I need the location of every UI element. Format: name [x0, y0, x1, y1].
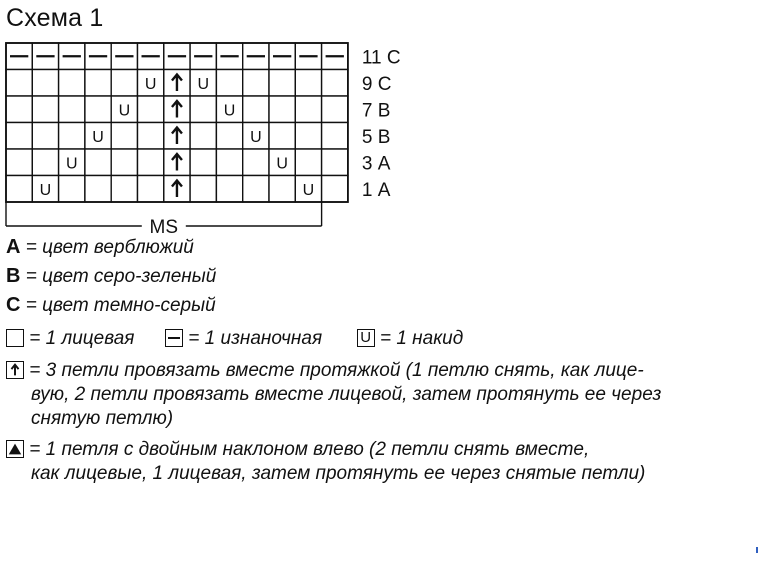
- chart-cell: [295, 96, 321, 123]
- repeat-label: MS: [149, 217, 179, 238]
- chart-cell: [190, 96, 216, 123]
- chart-cell: [138, 149, 164, 176]
- chart-cell: [111, 149, 137, 176]
- chart-cell: [295, 123, 321, 150]
- chart-cell: [85, 176, 111, 203]
- yarn-over-symbol-icon: U: [357, 329, 375, 347]
- dec2-line-1: = 1 петля с двойным наклоном влево (2 петли снять вместе,: [29, 439, 590, 460]
- chart-cell: [6, 176, 32, 203]
- chart-cell: [322, 176, 348, 203]
- chart-cell: [269, 96, 295, 123]
- chart-cell: [111, 123, 137, 150]
- decorative-mark: [756, 547, 758, 553]
- chart-cell: [322, 70, 348, 97]
- chart-cell: [111, 70, 137, 97]
- yarn-over-symbol: U: [65, 155, 78, 173]
- chart-cell: [59, 123, 85, 150]
- knit-symbol-icon: [6, 329, 24, 347]
- yarn-over-text: = 1 накид: [379, 328, 464, 349]
- chart-cell: [6, 123, 32, 150]
- purl-text: = 1 изнаночная: [188, 328, 323, 349]
- chart-cell: [111, 176, 137, 203]
- chart-cell: [138, 176, 164, 203]
- yarn-over-symbol: U: [92, 128, 104, 146]
- chart-title: Схема 1: [6, 4, 104, 32]
- chart-cell: [190, 176, 216, 203]
- row-label: 11 С: [361, 47, 401, 69]
- chart-cell: [85, 96, 111, 123]
- chart-cell: [322, 123, 348, 150]
- chart-cell: [138, 96, 164, 123]
- chart-cell: [59, 176, 85, 203]
- chart-cell: [216, 149, 242, 176]
- legend-color-c: [6, 294, 216, 317]
- yarn-over-symbol: U: [223, 102, 236, 120]
- dec3-symbol-icon: [6, 361, 24, 379]
- legend-dec3: [6, 359, 706, 431]
- chart-cell: [322, 149, 348, 176]
- dec3-line-2: вую, 2 петли провязать вместе лицевой, затем протянуть ее через: [31, 384, 662, 405]
- dec3-line-3: снятую петлю): [31, 408, 174, 429]
- chart-cell: [269, 123, 295, 150]
- yarn-over-symbol: U: [144, 75, 157, 93]
- dec2-symbol-icon: [6, 440, 24, 458]
- chart-cell: [85, 70, 111, 97]
- color-b-text: = цвет серо-зеленый: [25, 266, 217, 287]
- chart-cell: [269, 70, 295, 97]
- chart-cell: [32, 123, 58, 150]
- chart-cell: [59, 70, 85, 97]
- knitting-chart: [0, 0, 768, 240]
- yarn-over-symbol: U: [302, 181, 315, 199]
- legend-color-b: [6, 265, 216, 288]
- chart-cell: [216, 70, 242, 97]
- color-b-key: В: [6, 265, 21, 287]
- color-a-text: = цвет верблюжий: [25, 237, 194, 258]
- chart-cell: [190, 149, 216, 176]
- row-label: 3 А: [361, 153, 391, 175]
- yarn-over-symbol: U: [197, 75, 210, 93]
- color-c-text: = цвет темно-серый: [25, 295, 216, 316]
- dec3-line-1: = 3 петли провязать вместе протяжкой (1 петлю снять, как лице-: [29, 360, 644, 381]
- row-label: 1 А: [361, 179, 391, 201]
- legend-symbols-row: [6, 328, 463, 350]
- chart-cell: [295, 149, 321, 176]
- chart-cell: [216, 176, 242, 203]
- legend-color-a: [6, 236, 194, 259]
- chart-cell: [243, 149, 269, 176]
- chart-cell: [269, 176, 295, 203]
- chart-cell: [190, 123, 216, 150]
- chart-cell: [32, 96, 58, 123]
- chart-cell: [295, 70, 321, 97]
- chart-cell: [243, 96, 269, 123]
- chart-cell: [59, 96, 85, 123]
- yarn-over-symbol: U: [250, 128, 262, 146]
- chart-cell: [32, 149, 58, 176]
- color-a-key: А: [6, 236, 21, 258]
- chart-cell: [32, 70, 58, 97]
- chart-cell: [243, 176, 269, 203]
- chart-cell: [243, 70, 269, 97]
- color-c-key: С: [6, 294, 21, 316]
- knit-text: = 1 лицевая: [29, 328, 135, 349]
- yarn-over-symbol: U: [118, 102, 131, 120]
- chart-cell: [85, 149, 111, 176]
- chart-cell: [322, 96, 348, 123]
- chart-cell: [6, 96, 32, 123]
- row-label: 9 С: [361, 73, 392, 95]
- row-label: 5 В: [361, 126, 391, 148]
- yarn-over-symbol: U: [276, 155, 288, 173]
- dec2-line-2: как лицевые, 1 лицевая, затем протянуть ее через снятые петли): [31, 463, 646, 484]
- chart-cell: [216, 123, 242, 150]
- purl-symbol-icon: [165, 329, 183, 347]
- chart-cell: [138, 123, 164, 150]
- chart-cell: [6, 149, 32, 176]
- chart-cell: [6, 70, 32, 97]
- yarn-over-symbol: U: [39, 181, 52, 199]
- row-label: 7 В: [361, 100, 391, 122]
- legend-dec2: [6, 438, 706, 486]
